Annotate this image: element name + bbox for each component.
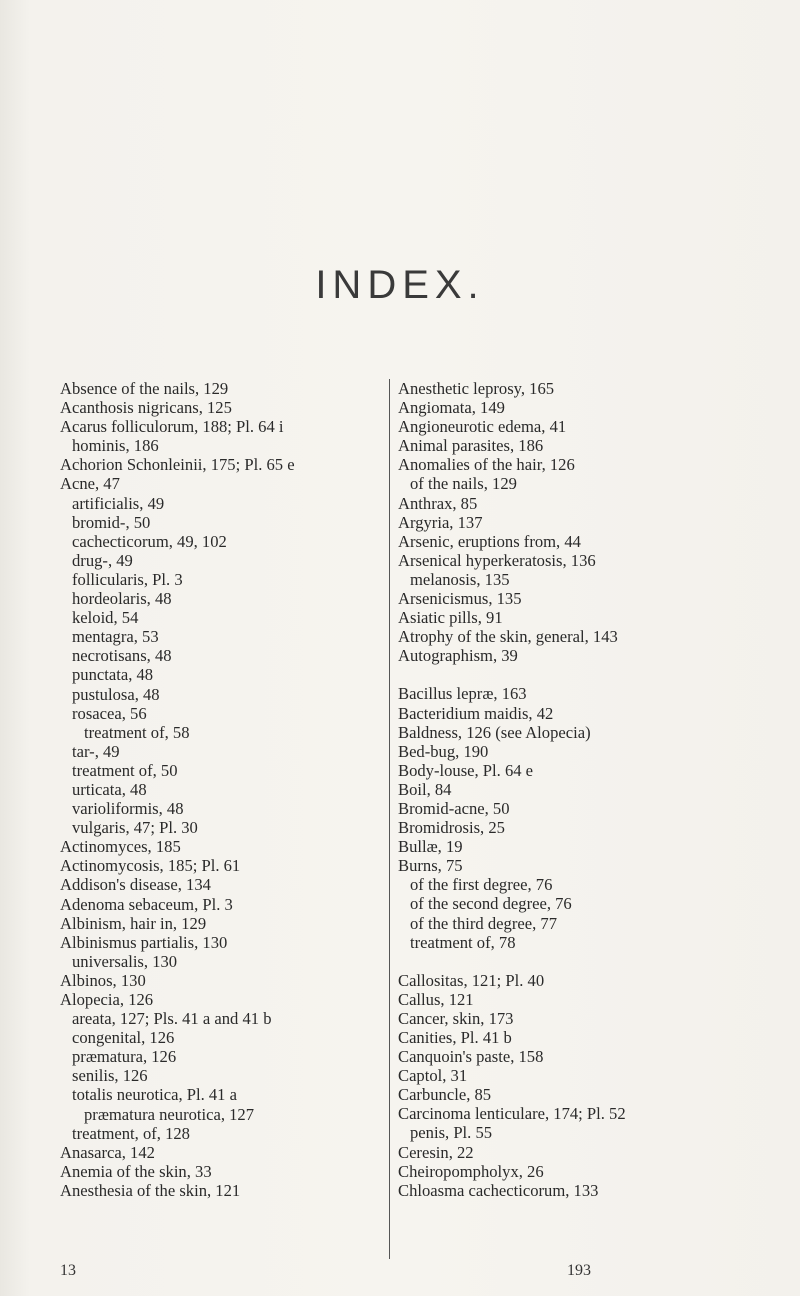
index-column-left (60, 379, 378, 1200)
index-entry: Bacteridium maidis, 42 (398, 703, 554, 723)
index-entry: Bromid-acne, 50 (398, 798, 510, 818)
index-entry: Anomalies of the hair, 126 (398, 455, 575, 475)
index-entry: melanosis, 135 (410, 569, 510, 589)
index-entry: totalis neurotica, Pl. 41 a (72, 1085, 237, 1105)
index-entry: Arsenical hyperkeratosis, 136 (398, 550, 596, 570)
index-entry: Canquoin's paste, 158 (398, 1047, 544, 1067)
index-entry: Baldness, 126 (see Alopecia) (398, 722, 591, 742)
index-entry: of the third degree, 77 (410, 913, 557, 933)
index-entry: Chloasma cachecticorum, 133 (398, 1180, 599, 1200)
index-entry: treatment of, 78 (410, 932, 516, 952)
index-entry: Ceresin, 22 (398, 1142, 474, 1162)
index-entry: drug-, 49 (72, 550, 133, 570)
index-entry: keloid, 54 (72, 608, 139, 628)
index-entry: Anesthetic leprosy, 165 (398, 379, 555, 398)
index-entry: Bed-bug, 190 (398, 741, 489, 761)
index-entry (398, 665, 778, 684)
index-entry: Achorion Schonleinii, 175; Pl. 65 e (60, 455, 295, 475)
index-entry: Angioneurotic edema, 41 (398, 417, 567, 437)
index-entry: Acanthosis nigricans, 125 (60, 398, 232, 418)
index-entry: hominis, 186 (72, 436, 159, 456)
index-entry: of the second degree, 76 (410, 894, 572, 914)
index-column-right (398, 379, 778, 1200)
index-entry: punctata, 48 (72, 665, 154, 685)
index-entry: Angiomata, 149 (398, 398, 505, 418)
index-entry: hordeolaris, 48 (72, 589, 172, 609)
index-entry: Albinism, hair in, 129 (60, 913, 207, 933)
index-entry: Argyria, 137 (398, 512, 483, 532)
index-entry: congenital, 126 (72, 1028, 175, 1048)
index-entry: Animal parasites, 186 (398, 436, 544, 456)
index-entry: Body-louse, Pl. 64 e (398, 760, 534, 780)
index-entry: Callus, 121 (398, 989, 474, 1009)
index-entry: Adenoma sebaceum, Pl. 3 (60, 894, 233, 914)
index-entry: varioliformis, 48 (72, 799, 184, 819)
index-entry (398, 952, 778, 971)
index-entry: senilis, 126 (72, 1066, 148, 1086)
index-entry: Bromidrosis, 25 (398, 818, 505, 838)
signature-mark-left: 13 (60, 1262, 76, 1279)
index-entry: Acne, 47 (60, 474, 120, 494)
index-entry: Alopecia, 126 (60, 990, 154, 1009)
index-entry: urticata, 48 (72, 779, 147, 799)
index-entry: Carbuncle, 85 (398, 1085, 492, 1105)
index-entry: Addison's disease, 134 (60, 875, 211, 895)
index-entry: Actinomyces, 185 (60, 837, 181, 857)
index-entry: of the nails, 129 (410, 474, 517, 494)
index-entry: Anthrax, 85 (398, 493, 478, 513)
index-entry: of the first degree, 76 (410, 875, 553, 895)
index-entry: treatment of, 58 (84, 722, 190, 742)
index-entry: Captol, 31 (398, 1066, 468, 1086)
index-entry: Cancer, skin, 173 (398, 1008, 514, 1028)
column-divider (389, 379, 390, 1259)
index-entry: Actinomycosis, 185; Pl. 61 (60, 856, 241, 876)
index-entry: artificialis, 49 (72, 493, 165, 513)
index-entry: tar-, 49 (72, 741, 120, 761)
index-entry: Carcinoma lenticulare, 174; Pl. 52 (398, 1104, 626, 1124)
index-entry: vulgaris, 47; Pl. 30 (72, 818, 198, 838)
index-entry: Anesthesia of the skin, 121 (60, 1180, 241, 1200)
index-entry: Callositas, 121; Pl. 40 (398, 970, 545, 990)
index-entry: rosacea, 56 (72, 703, 147, 723)
index-entry: follicularis, Pl. 3 (72, 569, 183, 589)
index-entry: pustulosa, 48 (72, 684, 160, 704)
index-entry: Bullæ, 19 (398, 837, 463, 857)
index-entry: præmatura neurotica, 127 (84, 1104, 255, 1124)
page-number: 193 (567, 1262, 591, 1279)
index-entry: Anasarca, 142 (60, 1142, 155, 1162)
index-entry: treatment, of, 128 (72, 1123, 190, 1143)
index-entry: Canities, Pl. 41 b (398, 1028, 512, 1047)
index-entry: Burns, 75 (398, 856, 463, 876)
index-entry: Bacillus lepræ, 163 (398, 684, 527, 704)
index-entry: penis, Pl. 55 (410, 1123, 493, 1143)
index-entry: præmatura, 126 (72, 1047, 177, 1067)
index-entry: Boil, 84 (398, 779, 452, 799)
index-entry: cachecticorum, 49, 102 (72, 531, 227, 551)
index-entry: Arsenicismus, 135 (398, 589, 522, 609)
index-entry: Autographism, 39 (398, 646, 518, 666)
index-entry: Albinos, 130 (60, 970, 146, 990)
index-entry: necrotisans, 48 (72, 646, 172, 666)
index-entry: treatment of, 50 (72, 760, 178, 780)
index-entry: bromid-, 50 (72, 512, 151, 532)
index-entry: Albinismus partialis, 130 (60, 932, 228, 952)
index-entry: Asiatic pills, 91 (398, 608, 503, 628)
index-entry: Atrophy of the skin, general, 143 (398, 627, 618, 647)
index-entry: areata, 127; Pls. 41 a and 41 b (72, 1009, 272, 1029)
index-entry: Arsenic, eruptions from, 44 (398, 531, 581, 551)
page-title: INDEX. (315, 263, 485, 307)
index-entry: Cheiropompholyx, 26 (398, 1161, 544, 1181)
index-entry: mentagra, 53 (72, 627, 159, 647)
index-entry: Anemia of the skin, 33 (60, 1161, 212, 1181)
index-entry: Acarus folliculorum, 188; Pl. 64 i (60, 417, 284, 437)
index-entry: Absence of the nails, 129 (60, 379, 229, 398)
index-entry: universalis, 130 (72, 951, 178, 971)
